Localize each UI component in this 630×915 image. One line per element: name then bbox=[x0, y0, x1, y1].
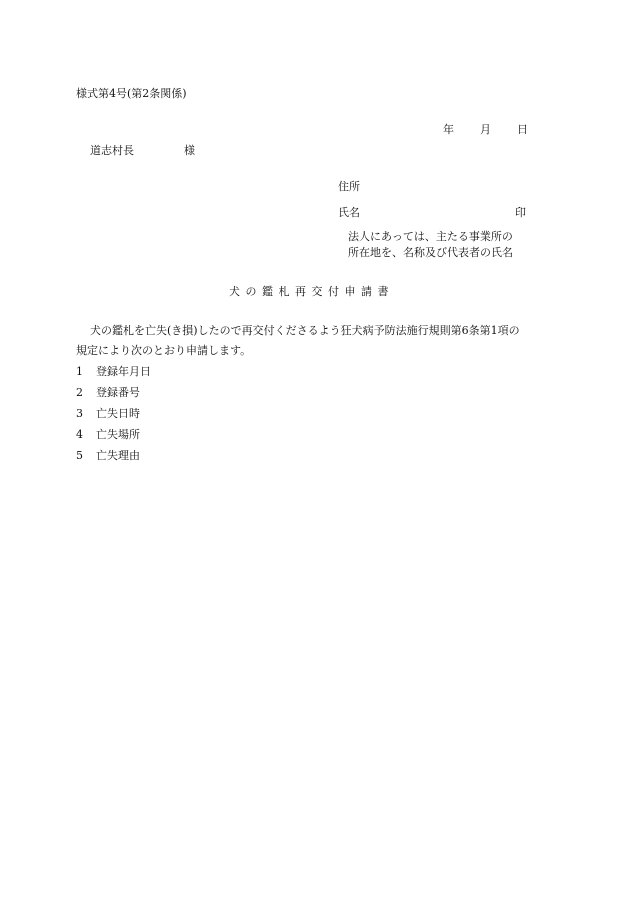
body-line-2: 規定により次のとおり申請します。 bbox=[76, 344, 252, 357]
document-title: 犬の鑑札再交付申請書 bbox=[229, 285, 394, 298]
item-label: 亡失場所 bbox=[96, 428, 140, 441]
date-year-label: 年 bbox=[443, 123, 454, 136]
item-label: 登録番号 bbox=[96, 386, 140, 399]
item-number: 3 bbox=[76, 407, 83, 420]
item-number: 1 bbox=[76, 365, 83, 378]
item-number: 4 bbox=[76, 428, 83, 441]
item-number: 2 bbox=[76, 386, 83, 399]
item-label: 亡失日時 bbox=[96, 407, 140, 420]
addressee-name: 道志村長 bbox=[90, 144, 134, 157]
addressee-honorific: 様 bbox=[184, 144, 195, 157]
seal-label: 印 bbox=[515, 206, 526, 219]
date-line bbox=[443, 123, 528, 137]
item-label: 登録年月日 bbox=[96, 365, 151, 378]
date-month-label: 月 bbox=[480, 123, 491, 136]
form-number: 様式第4号(第2条関係) bbox=[76, 87, 187, 100]
item-number: 5 bbox=[76, 449, 83, 462]
date-day-label: 日 bbox=[517, 123, 528, 136]
name-label: 氏名 bbox=[338, 206, 360, 219]
body-line-1: 犬の鑑札を亡失(き損)したので再交付くださるよう狂犬病予防法施行規則第6条第1項の bbox=[90, 324, 520, 337]
corp-note-line2: 所在地を、名称及び代表者の氏名 bbox=[348, 246, 513, 259]
item-label: 亡失理由 bbox=[96, 449, 140, 462]
corp-note-line1: 法人にあっては、主たる事業所の bbox=[348, 230, 513, 243]
address-label: 住所 bbox=[338, 180, 360, 193]
